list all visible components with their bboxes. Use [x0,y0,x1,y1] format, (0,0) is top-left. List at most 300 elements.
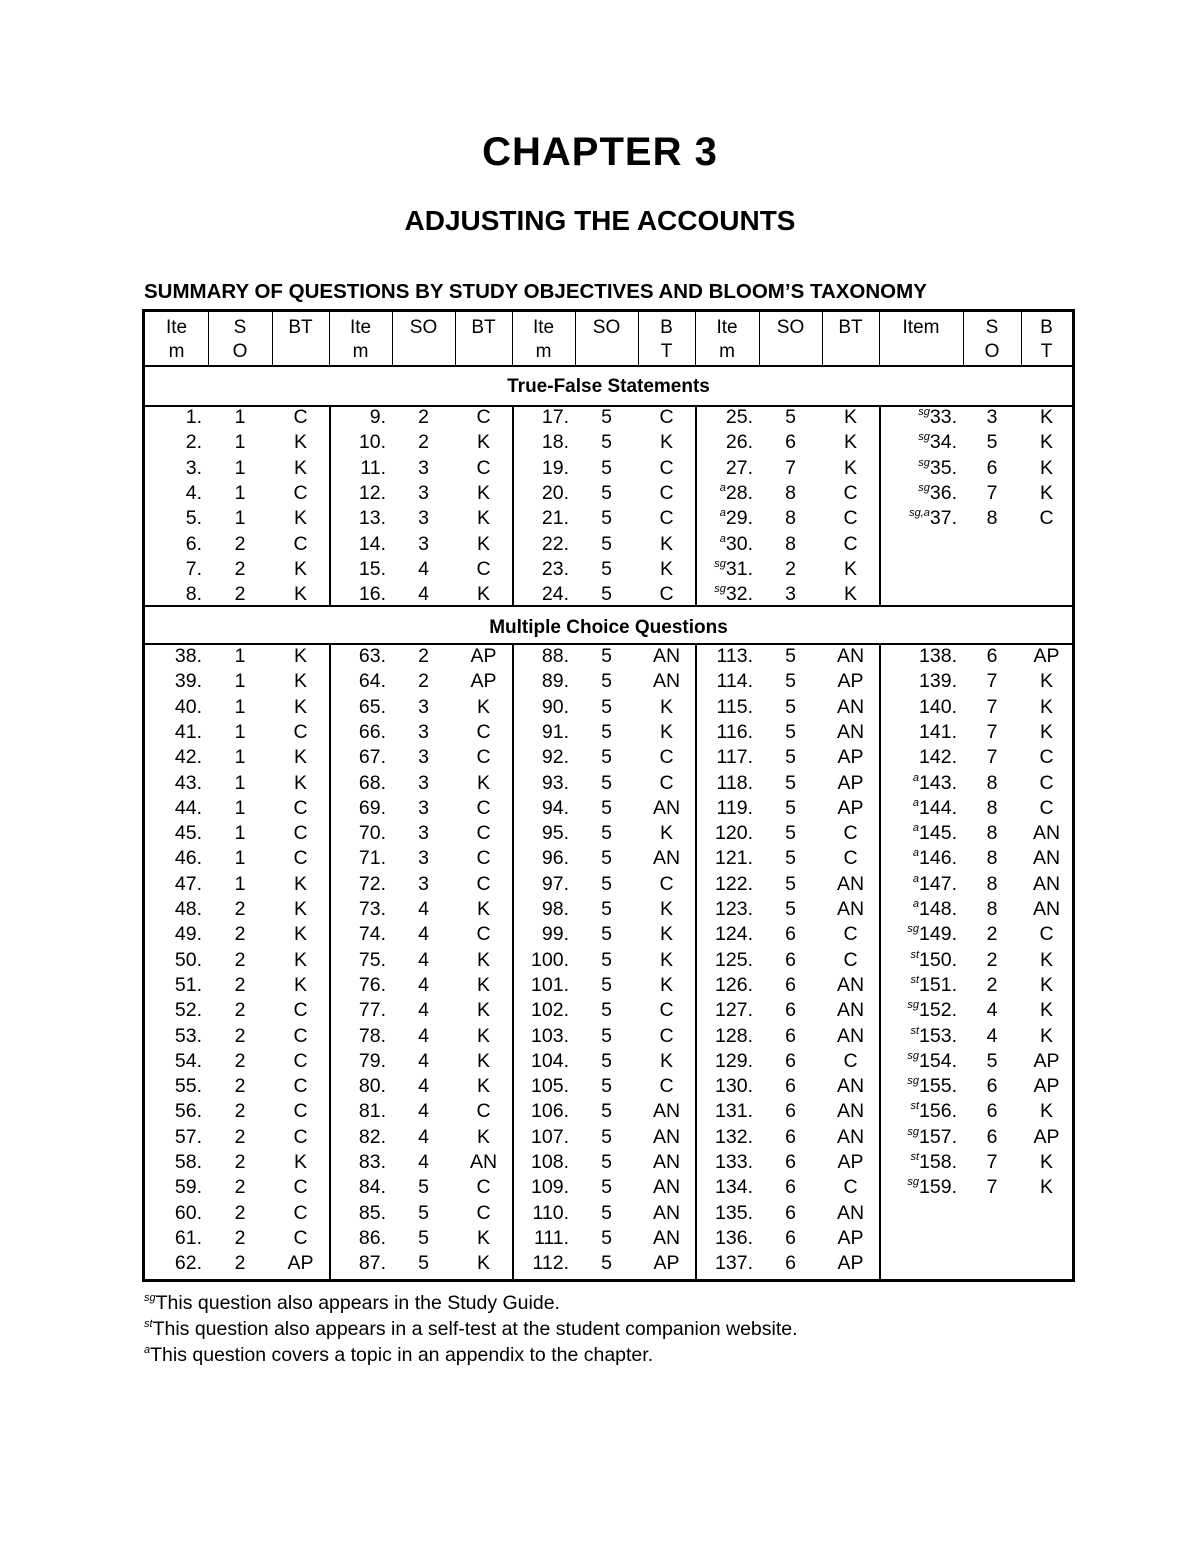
blooms-taxonomy: K [476,532,490,555]
study-objective: 5 [601,923,612,946]
blooms-taxonomy: C [659,481,674,504]
item-label: 52. [174,999,202,1022]
study-objective: 5 [986,1049,998,1072]
item-number [512,669,569,694]
footnote-marker: a [144,1344,151,1356]
item-number [695,922,753,947]
item-label: 26. [725,431,753,454]
item-number [695,1175,753,1200]
item-label: 137. [715,1252,753,1275]
item-label: 37. [929,507,957,530]
blooms-taxonomy: C [843,532,858,555]
study-objective: 6 [986,1100,998,1123]
item-label: 89. [541,670,569,693]
blooms-taxonomy: K [476,1024,490,1047]
study-objective: 6 [785,973,796,996]
item-number [329,998,386,1023]
item-number [329,1150,386,1175]
item-label: 16. [358,583,386,606]
item-number [879,481,957,506]
study-objective: 3 [986,406,998,428]
item-number [329,532,386,557]
blooms-taxonomy: K [293,923,307,946]
item-number [512,1150,569,1175]
item-number [329,720,386,745]
item-label: 39. [174,670,202,693]
item-label: 159. [919,1176,957,1199]
study-objective: 7 [986,481,998,504]
item-label: 85. [358,1201,386,1224]
blooms-taxonomy: K [1039,973,1053,996]
study-objective: 5 [418,1176,429,1199]
study-objective: 1 [234,695,246,718]
blooms-taxonomy: K [293,771,307,794]
item-number [695,582,753,607]
item-label: 73. [358,898,386,920]
blooms-taxonomy: C [476,456,491,479]
study-objective: 1 [234,720,246,743]
blooms-taxonomy: C [659,746,674,769]
item-number [329,897,386,922]
item-label: 147. [919,872,957,895]
column-header-line1: BT [471,317,496,338]
item-number [145,821,202,846]
item-label: 156. [919,1100,957,1123]
item-label: 144. [919,796,957,819]
study-objective: 5 [785,898,796,920]
column-header-line1: B [1040,317,1053,338]
item-number [512,973,569,998]
item-marker: sg,a [909,507,930,520]
study-objective: 4 [986,999,998,1022]
study-objective: 5 [785,406,796,428]
item-number [145,532,202,557]
footnotes [144,1290,798,1368]
study-objective: 1 [234,771,246,794]
study-objective: 8 [785,481,796,504]
column-header-line1: SO [409,317,438,338]
blooms-taxonomy: C [476,847,491,870]
blooms-taxonomy: K [293,557,307,580]
item-number [145,506,202,531]
item-number [145,481,202,506]
study-objective: 5 [785,771,796,794]
study-objective: 6 [785,1100,796,1123]
study-objective: 5 [785,746,796,769]
study-objective: 5 [601,999,612,1022]
study-objective: 2 [234,532,246,555]
study-objective: 7 [986,695,998,718]
item-number [145,456,202,481]
item-number [329,745,386,770]
item-label: 108. [531,1151,569,1173]
item-number [879,922,957,947]
item-number [329,1125,386,1150]
item-number [145,582,202,607]
study-objective: 2 [234,1201,246,1224]
item-label: 25. [725,406,753,428]
study-objective: 7 [986,1176,998,1199]
blooms-taxonomy: AP [1033,1075,1060,1098]
item-label: 77. [358,999,386,1022]
item-number [512,1251,569,1276]
study-objective: 8 [785,532,796,555]
blooms-taxonomy: AN [652,1176,681,1199]
item-number [329,1024,386,1049]
study-objective: 3 [785,583,796,606]
blooms-taxonomy: K [659,973,673,996]
blooms-taxonomy: AP [837,746,864,769]
item-label: 115. [716,695,753,718]
item-label: 49. [174,923,202,946]
column-header-line1: Ite [349,317,372,338]
item-number [145,771,202,796]
item-number [329,695,386,720]
item-number [695,557,753,582]
column-header [1021,316,1072,364]
item-number [145,1024,202,1049]
column-header-line2: m [535,341,552,362]
footnote-marker: st [144,1318,153,1330]
study-objective: 5 [601,1100,612,1123]
item-label: 95. [541,822,569,845]
item-label: 76. [358,973,386,996]
column-header [392,316,455,340]
item-marker: sg [907,999,920,1012]
study-objective: 8 [986,771,998,794]
item-number [695,720,753,745]
item-number [695,846,753,871]
item-number [879,821,957,846]
study-objective: 2 [234,923,246,946]
study-objective: 2 [234,1226,246,1249]
blooms-taxonomy: AN [836,898,865,920]
item-number [512,796,569,821]
item-label: 58. [174,1151,202,1173]
item-number [879,1150,957,1175]
item-label: 133. [715,1151,753,1173]
item-number [512,1074,569,1099]
blooms-taxonomy: K [476,1252,490,1275]
footnote [144,1342,798,1368]
multiple-choice-section-title: Multiple Choice Questions [489,617,728,638]
study-objective: 8 [986,898,998,920]
item-number [329,1074,386,1099]
tf-title-part3: Statements [602,376,710,397]
study-objective: 6 [986,645,998,667]
item-label: 121. [715,847,753,870]
item-number [145,430,202,455]
item-label: 56. [174,1100,202,1123]
item-number [512,644,569,669]
item-number [695,1074,753,1099]
study-objective: 3 [418,822,429,845]
item-label: 94. [541,796,569,819]
item-marker: sg [918,481,930,494]
study-objective: 6 [785,1201,796,1224]
blooms-taxonomy: AN [652,645,681,667]
item-label: 102. [531,999,569,1022]
item-label: 43. [174,771,202,794]
blooms-taxonomy: K [659,557,673,580]
study-objective: 4 [418,1151,429,1173]
blooms-taxonomy: AN [1032,822,1061,845]
column-header-line1: SO [592,317,621,338]
item-number [512,557,569,582]
blooms-taxonomy: K [293,670,307,693]
blooms-taxonomy: C [476,872,491,895]
item-label: 86. [358,1226,386,1249]
blooms-taxonomy: C [293,720,308,743]
item-number [695,948,753,973]
study-objective: 2 [986,948,998,971]
item-number [512,532,569,557]
study-objective: 4 [986,1024,998,1047]
item-label: 130. [715,1075,753,1098]
item-label: 111. [533,1226,569,1249]
item-number [512,1201,569,1226]
study-objective: 1 [234,481,246,504]
item-label: 33. [929,406,957,428]
item-number [512,872,569,897]
item-number [695,771,753,796]
item-number [329,771,386,796]
blooms-taxonomy: C [843,923,858,946]
blooms-taxonomy: K [1039,695,1053,718]
item-marker: sg [907,1049,920,1062]
item-number [879,796,957,821]
item-label: 109. [531,1176,569,1199]
item-label: 35. [929,456,957,479]
item-label: 142. [919,746,957,769]
blooms-taxonomy: C [1039,507,1054,530]
item-number [145,669,202,694]
blooms-taxonomy: K [659,532,673,555]
item-label: 141. [919,720,957,743]
study-objective: 5 [601,1252,612,1275]
column-header [695,316,759,364]
blooms-taxonomy: C [843,822,858,845]
blooms-taxonomy: K [293,431,307,454]
blooms-taxonomy: C [659,507,674,530]
item-label: 9. [369,406,386,428]
blooms-taxonomy: C [843,1049,858,1072]
item-number [695,481,753,506]
blooms-taxonomy: K [1039,1151,1053,1173]
item-label: 20. [541,481,569,504]
study-objective: 1 [234,406,246,428]
blooms-taxonomy: K [476,695,490,718]
item-label: 80. [358,1075,386,1098]
item-number [329,846,386,871]
blooms-taxonomy: AN [836,645,865,667]
blooms-taxonomy: C [293,532,308,555]
blooms-taxonomy: C [1039,923,1054,946]
item-label: 125. [715,948,753,971]
item-label: 10. [358,431,386,454]
item-label: 113. [716,645,753,667]
study-objective: 5 [601,720,612,743]
item-number [879,998,957,1023]
true-false-section-title [145,376,1072,398]
column-header-line2: T [1040,341,1053,362]
study-objective: 5 [601,847,612,870]
item-label: 97. [541,872,569,895]
blooms-taxonomy: AP [287,1252,314,1275]
item-label: 155. [919,1075,957,1098]
study-objective: 7 [785,456,796,479]
blooms-taxonomy: K [659,948,673,971]
item-label: 15. [358,557,386,580]
item-number [695,872,753,897]
item-marker: st [910,1100,920,1113]
blooms-taxonomy: AP [653,1252,680,1275]
blooms-taxonomy: C [293,1201,308,1224]
item-number [879,1099,957,1124]
table-rule [145,365,1072,367]
item-number [512,1024,569,1049]
study-objective: 5 [601,695,612,718]
column-header [145,316,208,364]
item-label: 154. [919,1049,957,1072]
blooms-taxonomy: K [659,822,673,845]
study-objective: 6 [785,1226,796,1249]
column-header-line1: Ite [532,317,555,338]
item-number [512,1175,569,1200]
blooms-taxonomy: C [659,1024,674,1047]
item-label: 8. [185,583,202,606]
item-number [695,532,753,557]
item-label: 92. [541,746,569,769]
footnote-text: This question covers a topic in an appendix to the chapter. [150,1344,654,1366]
study-objective: 6 [785,948,796,971]
study-objective: 8 [986,872,998,895]
item-number [695,821,753,846]
study-objective: 5 [601,872,612,895]
column-header-line2: m [352,341,369,362]
blooms-taxonomy: AP [837,670,864,693]
study-objective: 1 [234,456,246,479]
study-objective: 5 [601,1226,612,1249]
item-number [879,745,957,770]
blooms-taxonomy: K [293,746,307,769]
item-number [145,872,202,897]
study-objective: 2 [234,999,246,1022]
item-number [145,557,202,582]
blooms-taxonomy: C [1039,771,1054,794]
footnote-text: This question also appears in the Study Guide. [155,1292,560,1314]
blooms-taxonomy: K [1039,1176,1053,1199]
blooms-taxonomy: K [1039,431,1053,454]
blooms-taxonomy: C [476,796,491,819]
item-label: 55. [174,1075,202,1098]
item-label: 157. [919,1125,957,1148]
blooms-taxonomy: C [659,872,674,895]
study-objective: 1 [234,746,246,769]
column-header [963,316,1021,364]
item-label: 83. [358,1151,386,1173]
column-header [879,316,963,340]
study-objective: 6 [785,999,796,1022]
study-objective: 5 [986,431,998,454]
item-number [145,973,202,998]
item-label: 81. [358,1100,386,1123]
blooms-taxonomy: K [1039,1100,1053,1123]
blooms-taxonomy: K [1039,948,1053,971]
item-number [879,897,957,922]
study-objective: 1 [234,645,246,667]
item-marker: a [912,822,920,835]
item-number [512,456,569,481]
item-marker: sg [918,431,930,444]
blooms-taxonomy: C [293,999,308,1022]
study-objective: 4 [418,948,429,971]
blooms-taxonomy: K [476,583,490,606]
blooms-taxonomy: C [659,771,674,794]
study-objective: 7 [986,1151,998,1173]
item-label: 118. [716,771,753,794]
item-number [695,1125,753,1150]
blooms-taxonomy: K [293,507,307,530]
blooms-taxonomy: C [659,999,674,1022]
item-number [145,1251,202,1276]
study-objective: 7 [986,720,998,743]
item-label: 122. [715,872,753,895]
item-number [512,1125,569,1150]
blooms-taxonomy: K [476,481,490,504]
item-number [329,872,386,897]
column-header-line1: SO [776,317,805,338]
item-number [695,1201,753,1226]
study-objective: 4 [418,999,429,1022]
item-number [329,821,386,846]
blooms-taxonomy: K [659,1049,673,1072]
study-objective: 5 [601,507,612,530]
item-label: 28. [725,481,753,504]
item-number [145,1125,202,1150]
study-objective: 5 [601,583,612,606]
study-objective: 5 [601,1201,612,1224]
study-objective: 5 [785,695,796,718]
item-number [512,430,569,455]
item-label: 119. [716,796,753,819]
study-objective: 6 [986,456,998,479]
study-objective: 5 [785,847,796,870]
blooms-taxonomy: K [476,1075,490,1098]
item-marker: a [719,532,726,545]
blooms-taxonomy: AN [836,720,865,743]
item-label: 146. [919,847,957,870]
blooms-taxonomy: AN [836,1125,865,1148]
study-objective: 5 [601,796,612,819]
item-number [329,430,386,455]
item-number [879,695,957,720]
item-number [145,1226,202,1251]
item-label: 19. [541,456,569,479]
item-number [695,1251,753,1276]
item-label: 112. [532,1252,569,1275]
item-number [329,1201,386,1226]
blooms-taxonomy: C [293,1125,308,1148]
item-marker: a [912,872,920,885]
blooms-taxonomy: AN [836,1201,865,1224]
study-objective: 1 [234,507,246,530]
item-number [695,796,753,821]
item-number [512,1049,569,1074]
study-objective: 3 [418,481,429,504]
blooms-taxonomy: K [1039,670,1053,693]
item-number [145,644,202,669]
